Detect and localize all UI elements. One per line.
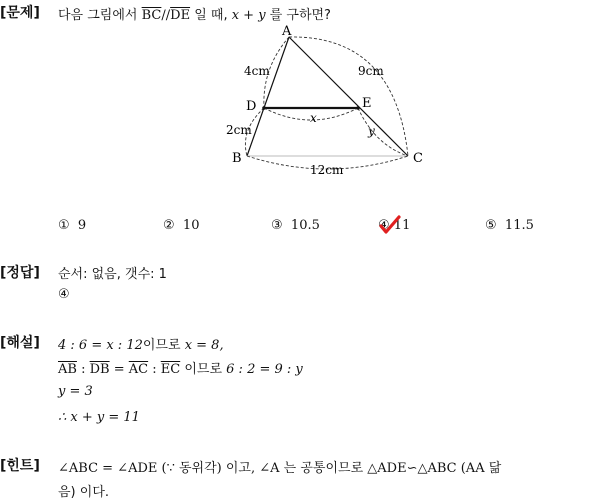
choice-mark: ②: [163, 218, 175, 233]
hint-part: ∠ABC = ∠ADE (∵: [58, 461, 179, 476]
segment-ac: $\overline{AC}$: [128, 362, 149, 377]
check-mark-path: [381, 217, 399, 232]
result-x: x = 8,: [184, 338, 224, 353]
length-db: 2cm: [226, 123, 252, 137]
answer-line-2: ④: [58, 287, 70, 302]
check-icon: [379, 215, 401, 235]
choice-value: 11.5: [504, 218, 534, 233]
answer-line-1: 순서: 없음, 갯수: 1: [58, 267, 167, 282]
choice-mark: ④: [378, 218, 390, 233]
segment-db: $\overline{DB}$: [89, 362, 110, 377]
ratio-colon: :: [76, 362, 90, 377]
side-ac: [289, 37, 408, 156]
length-ec: y: [368, 124, 375, 138]
proportion-2: 6 : 2 = 9 : y: [226, 362, 303, 377]
proportion-1: 4 : 6 = x : 12: [58, 338, 143, 353]
question-part: 일 때,: [190, 8, 232, 23]
choice-4[interactable]: [378, 218, 410, 233]
point-e: [356, 106, 360, 110]
label-c: C: [413, 151, 423, 166]
length-de: x: [310, 111, 317, 125]
segment-bc: $\overline{BC}$: [141, 8, 162, 23]
choice-2[interactable]: [163, 218, 199, 233]
solution-text: 이므로: [180, 362, 227, 377]
answer-tag: [정답]: [0, 265, 40, 281]
segment-ab: $\overline{AB}$: [58, 362, 77, 377]
segment-ec: $\overline{EC}$: [160, 362, 181, 377]
side-ab: [247, 37, 289, 156]
choice-5[interactable]: [485, 218, 534, 233]
choice-mark: ③: [271, 218, 283, 233]
choice-value: 10.5: [290, 218, 320, 233]
solution-line-1: [58, 334, 224, 353]
equals-sign: =: [109, 362, 129, 377]
length-bc: 12cm: [310, 163, 344, 177]
choice-value: 11: [393, 218, 411, 233]
hint-part: ) 이고, ∠A 는 공통이므로 △ADE∽△ABC (AA 닮: [216, 461, 502, 476]
length-ac: 9cm: [358, 64, 384, 78]
solution-line-2: [58, 358, 303, 377]
choice-1[interactable]: [58, 218, 86, 233]
label-a: A: [282, 24, 292, 39]
ratio-colon: :: [148, 362, 161, 377]
solution-line-4: ∴ x + y = 11: [58, 410, 140, 425]
choice-mark: ①: [58, 218, 70, 233]
parallel-symbol: //: [161, 8, 171, 23]
question-expression: x + y: [231, 8, 266, 23]
solution-line-3: y = 3: [58, 384, 93, 399]
hint-tag: [힌트]: [0, 458, 40, 474]
solution-tag: [해설]: [0, 335, 40, 351]
question-part: 를 구하면?: [265, 8, 331, 23]
question-tag: [문제]: [0, 5, 40, 21]
hint-line-2: 음) 이다.: [58, 485, 110, 500]
label-b: B: [232, 151, 242, 166]
choice-value: 9: [77, 218, 87, 233]
hint-line-1: [58, 457, 501, 476]
triangle-figure: [0, 0, 592, 200]
segment-de: $\overline{DE}$: [170, 8, 191, 23]
label-d: D: [246, 99, 257, 114]
point-d: [262, 106, 266, 110]
solution-text: 이므로: [142, 338, 185, 353]
hint-part: 동위각: [178, 461, 217, 476]
label-e: E: [362, 96, 372, 111]
length-ad: 4cm: [244, 64, 270, 78]
choice-3[interactable]: [271, 218, 320, 233]
question-part: 다음 그림에서: [58, 8, 142, 23]
choice-value: 10: [182, 218, 200, 233]
choice-mark: ⑤: [485, 218, 497, 233]
